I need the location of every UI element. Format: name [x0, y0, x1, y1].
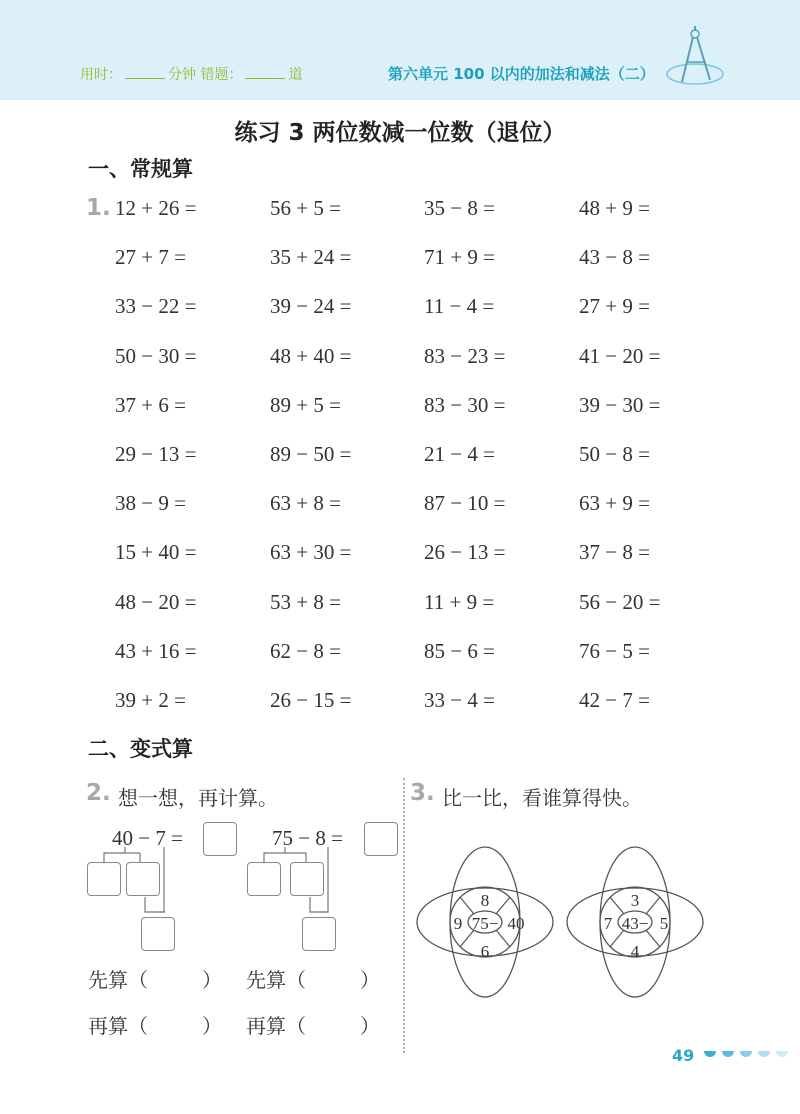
then-label: 再算（: [246, 1014, 306, 1038]
q2-right-first-line: [246, 964, 380, 993]
q3-left-left: 9: [453, 914, 463, 933]
close-paren: ）: [202, 1014, 222, 1038]
equation: 21 − 4 =: [424, 442, 495, 466]
equation: 11 + 9 =: [424, 589, 495, 614]
q2-left-then-line: [88, 1010, 222, 1039]
equation: 63 + 30 =: [270, 540, 352, 565]
equation: 83 − 23 =: [424, 343, 506, 368]
q2-right-then-line: [246, 1010, 380, 1039]
page-number: 49: [672, 1046, 695, 1065]
close-paren: ）: [202, 968, 222, 992]
errors-label: 错题：: [200, 67, 243, 83]
q3-prompt: 比一比，看谁算得快。: [442, 786, 642, 810]
equation: 85 − 6 =: [424, 638, 495, 663]
time-blank[interactable]: [125, 66, 165, 79]
equation: 63 + 9 =: [579, 491, 650, 516]
equation: 87 − 10 =: [424, 491, 506, 516]
section-heading-2: 二、变式算: [88, 737, 193, 761]
page-decoration-dots: [702, 1048, 792, 1064]
equation: 41 − 20 =: [579, 343, 661, 368]
equation: 29 − 13 =: [115, 442, 197, 466]
equation: 26 − 13 =: [424, 540, 506, 565]
close-paren: ）: [360, 1014, 380, 1038]
equation: 39 − 30 =: [579, 392, 661, 417]
q3-right-center: 43−: [621, 914, 649, 933]
equation: 33 − 4 =: [424, 688, 495, 712]
equation: 43 − 8 =: [579, 245, 650, 270]
dao-label: 道: [288, 67, 303, 83]
equation: 50 − 30 =: [115, 343, 197, 368]
equation: 56 − 20 =: [579, 589, 661, 614]
equation: 89 + 5 =: [270, 392, 341, 417]
equation: 76 − 5 =: [579, 638, 650, 663]
equation: 71 + 9 =: [424, 245, 495, 270]
question-number-1: 1.: [86, 195, 111, 221]
q2-left-connectors: [80, 845, 190, 925]
q2-left-first-line: [88, 964, 222, 993]
q3-right-right: 5: [659, 914, 669, 933]
equation: 53 + 8 =: [270, 589, 341, 614]
first-label: 先算（: [246, 968, 306, 992]
q2-left-expr: 40 − 7 =: [112, 826, 183, 850]
time-label: 用时：: [80, 67, 122, 83]
equation: 62 − 8 =: [270, 638, 341, 663]
equation: 39 + 2 =: [115, 688, 186, 712]
q2-left-answer-box[interactable]: [203, 822, 237, 856]
q3-left-top: 8: [480, 891, 490, 910]
section-heading-1: 一、常规算: [88, 157, 193, 181]
page-title: 练习 3 两位数减一位数（退位）: [234, 120, 566, 146]
q3-left-center: 75−: [471, 914, 499, 933]
q2-right-connectors: [240, 845, 350, 925]
equation: 12 + 26 =: [115, 196, 197, 220]
q2-right-expr: 75 − 8 =: [272, 826, 343, 850]
equation: 83 − 30 =: [424, 392, 506, 417]
equation: 48 − 20 =: [115, 589, 197, 614]
equation: 56 + 5 =: [270, 196, 341, 220]
header-time-errors: [80, 64, 302, 84]
equation: 37 − 8 =: [579, 540, 650, 565]
errors-blank[interactable]: [245, 66, 285, 79]
equation: 35 − 8 =: [424, 196, 495, 220]
equation: 11 − 4 =: [424, 294, 495, 319]
question-number-3: 3.: [410, 780, 435, 806]
first-label: 先算（: [88, 968, 148, 992]
equation: 39 − 24 =: [270, 294, 352, 319]
equation: 48 + 9 =: [579, 196, 650, 220]
equation: 15 + 40 =: [115, 540, 197, 565]
q2-prompt: 想一想，再计算。: [118, 786, 278, 810]
equation: 37 + 6 =: [115, 392, 186, 417]
equation: 27 + 9 =: [579, 294, 650, 319]
q3-right-diagram: [560, 840, 710, 1005]
question-number-2: 2.: [86, 780, 111, 806]
equation: 38 − 9 =: [115, 491, 186, 516]
q3-left-right: 40: [507, 914, 525, 933]
equation: 63 + 8 =: [270, 491, 341, 516]
equation: 27 + 7 =: [115, 245, 186, 270]
equation: 26 − 15 =: [270, 688, 352, 712]
compass-icon: [660, 22, 730, 92]
equation: 43 + 16 =: [115, 638, 197, 663]
equation: 89 − 50 =: [270, 442, 352, 466]
question-divider: [403, 778, 405, 1053]
equation: 33 − 22 =: [115, 294, 197, 319]
unit-title: 第六单元 100 以内的加法和减法（二）: [388, 65, 655, 83]
then-label: 再算（: [88, 1014, 148, 1038]
q3-right-bottom: 4: [630, 942, 640, 961]
q3-right-top: 3: [630, 891, 640, 910]
q2-right-answer-box[interactable]: [364, 822, 398, 856]
equation: 35 + 24 =: [270, 245, 352, 270]
q3-left-bottom: 6: [480, 942, 490, 961]
q3-right-left: 7: [603, 914, 613, 933]
q3-left-diagram: [410, 840, 560, 1005]
equation: 48 + 40 =: [270, 343, 352, 368]
equation: 50 − 8 =: [579, 442, 650, 466]
equation: 42 − 7 =: [579, 688, 650, 712]
minute-label: 分钟: [168, 67, 196, 83]
close-paren: ）: [360, 968, 380, 992]
